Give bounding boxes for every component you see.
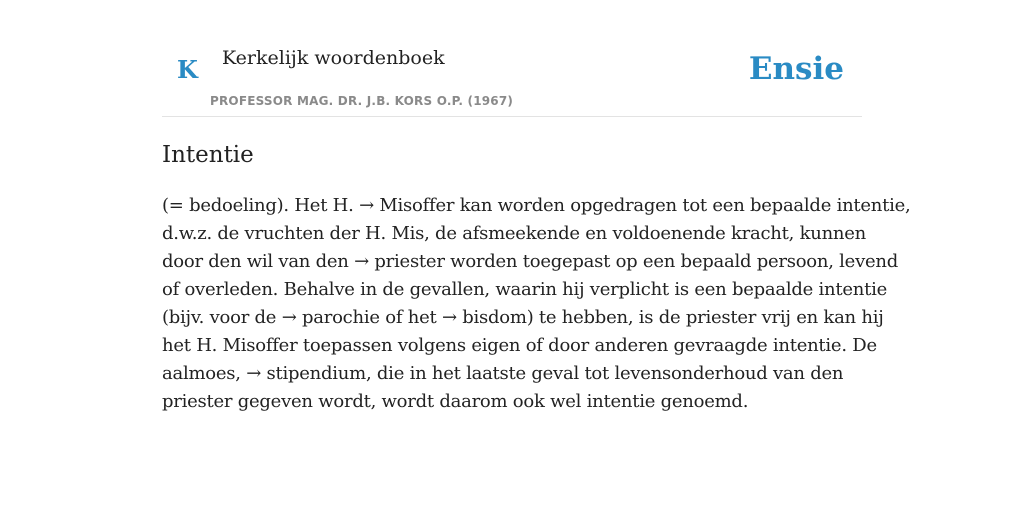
entry-body-line <box>162 332 877 360</box>
entry-text: het H. Misoffer toepassen volgens eigen of door anderen gevraagde intentie. De <box>162 335 877 356</box>
entry-body-line <box>162 360 862 388</box>
entry-text: d.w.z. de vruchten der H. Mis, de afsmeekende en voldoenende kracht, kunnen <box>162 223 867 244</box>
entry-text: of overleden. Behalve in de gevallen, waarin hij verplicht is een bepaalde intentie <box>162 279 888 300</box>
page-container <box>162 0 911 412</box>
dictionary-header <box>162 0 862 117</box>
entry-text: kan worden opgedragen tot een bepaalde intentie, <box>454 195 911 216</box>
cross-reference-link[interactable]: → parochie <box>281 307 380 328</box>
entry-body-line <box>162 304 884 332</box>
entry-text: priester gegeven wordt, wordt daarom ook wel intentie genoemd. <box>162 391 749 412</box>
entry-title: Intentie <box>162 142 254 168</box>
dictionary-logo[interactable]: K <box>177 55 198 84</box>
entry-body <box>162 192 911 416</box>
dictionary-title[interactable]: Kerkelijk woordenboek <box>222 47 445 69</box>
entry-text: worden toegepast op een bepaald persoon, levend <box>444 251 899 272</box>
entry-text: (= bedoeling). Het H. <box>162 195 360 216</box>
entry-body-line <box>162 276 888 304</box>
cross-reference-link[interactable]: → Misoffer <box>359 195 455 216</box>
entry-text: door den wil van den <box>162 251 355 272</box>
dictionary-author: PROFESSOR MAG. DR. J.B. KORS O.P. (1967) <box>210 94 514 108</box>
cross-reference-link[interactable]: → stipendium <box>246 363 366 384</box>
ensie-brand-logo[interactable]: Ensie <box>748 51 844 87</box>
entry-body-line <box>162 248 899 276</box>
entry-body-line <box>162 192 911 220</box>
entry-text: of het <box>379 307 442 328</box>
entry-body-line <box>162 220 867 248</box>
entry-body-line <box>162 388 862 416</box>
entry-text: ) te hebben, is de priester vrij en kan hij <box>526 307 884 328</box>
entry-text: aalmoes, <box>162 363 247 384</box>
entry-text: , die in het laatste geval tot levensonderhoud van den <box>365 363 844 384</box>
cross-reference-link[interactable]: → bisdom <box>441 307 527 328</box>
cross-reference-link[interactable]: → priester <box>354 251 445 272</box>
entry-text: (bijv. voor de <box>162 307 282 328</box>
